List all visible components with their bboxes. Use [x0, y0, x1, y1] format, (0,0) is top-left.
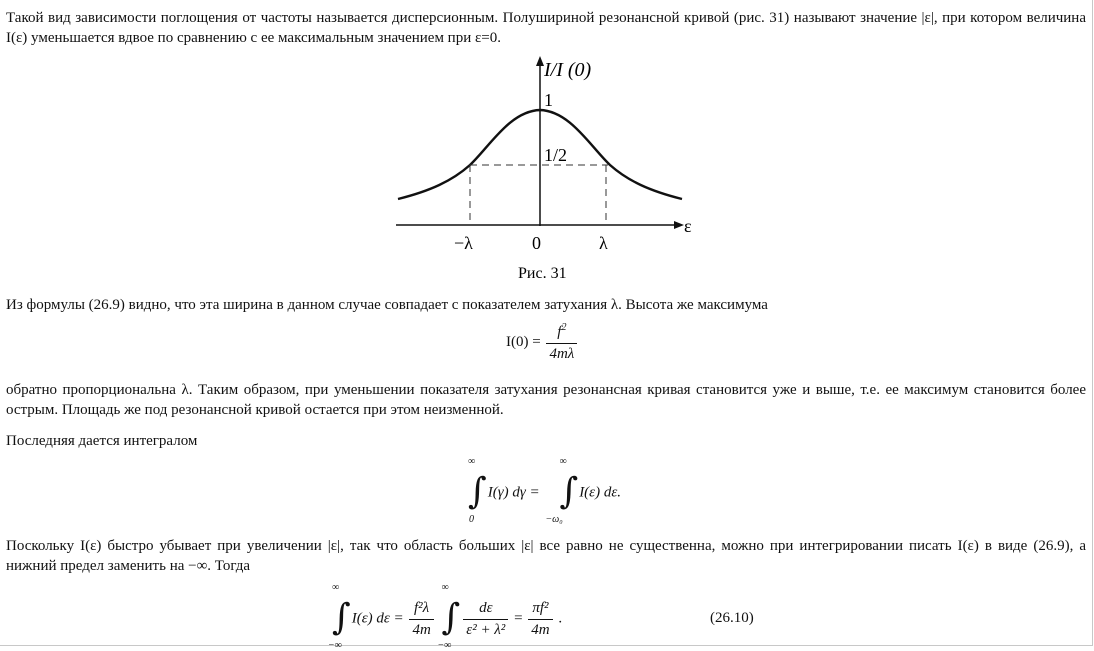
eq3-f3-numerator: πf²: [528, 600, 552, 620]
eq2-int2-lower: −ω₀: [545, 514, 563, 525]
eq1-numerator-exponent: 2: [561, 322, 567, 333]
eq3-f3-denominator: 4m: [531, 621, 550, 638]
equation-number: (26.10): [710, 610, 754, 626]
x-tick-zero: 0: [532, 233, 541, 253]
integral-sign: ∫ ∞ −∞: [328, 582, 351, 651]
y-axis-label: I/I (0): [544, 59, 592, 81]
tick-label-half: 1/2: [544, 145, 568, 165]
paragraph-width: Из формулы (26.9) видно, что эта ширина в данном случае совпадает с показателем затухания λ. Высота же максимума: [6, 297, 768, 313]
integral-sign: ∫ ∞ 0: [468, 456, 487, 525]
paragraph-inverse: обратно пропорциональна λ. Таким образом, при уменьшении показателя затухания резонансная кривая становится уже и выше, т.е. ее максимум становится более острым. Площадь же под резонансной кривой остается при этом неизменной.: [6, 382, 1086, 418]
resonance-curve-figure: [390, 56, 730, 286]
figure-caption: Рис. 31: [518, 265, 567, 282]
eq3-equals: =: [514, 610, 523, 627]
eq2-int1-upper: ∞: [468, 456, 476, 467]
y-axis-arrow: [536, 56, 544, 66]
integral-sign: ∫ ∞ −ω₀: [545, 456, 579, 525]
eq3-f1-denominator: 4m: [412, 621, 431, 638]
eq3-int1-upper: ∞: [332, 582, 340, 593]
eq3-period: .: [558, 610, 563, 627]
equation-max-height: [506, 322, 579, 363]
eq2-int1-body: I(γ) dγ =: [487, 484, 540, 501]
eq3-int1-body: I(ε) dε =: [351, 610, 404, 627]
eq3-fraction-1: [409, 600, 433, 639]
eq3-fraction-2: [463, 600, 508, 639]
eq3-int1-lower: −∞: [328, 640, 342, 651]
eq1-fraction: [546, 322, 577, 363]
paragraph-integral-intro: Последняя дается интегралом: [6, 433, 198, 449]
tick-label-1: 1: [544, 90, 553, 110]
eq3-int2-lower: −∞: [437, 640, 452, 651]
x-tick-minus-lambda: −λ: [454, 233, 473, 253]
eq3-f1-numerator: f²λ: [409, 600, 433, 620]
equation-26-10: [328, 582, 563, 651]
eq1-lhs: I(0) =: [506, 334, 541, 350]
eq3-f2-denominator: ε² + λ²: [466, 621, 506, 638]
eq2-int2-upper: ∞: [559, 456, 567, 467]
x-tick-lambda: λ: [599, 233, 608, 253]
eq2-int1-lower: 0: [469, 514, 474, 525]
x-axis-arrow: [674, 221, 684, 229]
x-axis-label: ε: [684, 216, 692, 236]
eq1-denominator: 4mλ: [549, 346, 575, 362]
paragraph-intro: Такой вид зависимости поглощения от частоты называется дисперсионным. Полушириной резонансной кривой (рис. 31) называют значение |ε|, при котором величина I(ε) уменьшается вдвое по сравнению с ее максимальным значением при ε=0.: [6, 10, 1086, 46]
eq3-int2-upper: ∞: [441, 582, 449, 593]
eq2-int2-body: I(ε) dε.: [579, 484, 621, 501]
eq1-numerator: f: [557, 324, 562, 340]
eq3-fraction-3: [528, 600, 552, 639]
equation-area-integral: [466, 456, 621, 525]
eq3-f2-numerator: dε: [463, 600, 508, 620]
paragraph-approximation: Поскольку I(ε) быстро убывает при увеличении |ε|, так что область больших |ε| все равно не существенна, можно при интегрировании писать I(ε) в виде (26.9), а нижний предел заменить на −∞. Тогда: [6, 538, 1086, 574]
integral-sign: ∫ ∞ −∞: [437, 582, 461, 651]
